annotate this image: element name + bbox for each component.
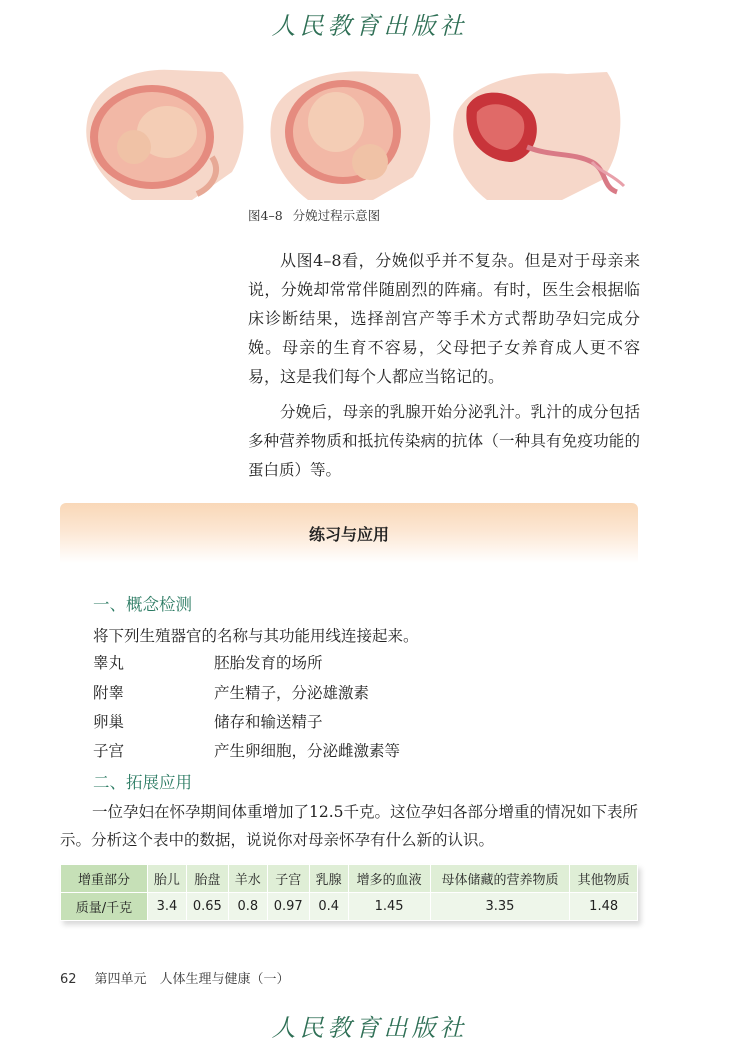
table-column-header: 乳腺 [309, 865, 348, 893]
table-column-header: 增多的血液 [348, 865, 430, 893]
table-cell: 0.8 [228, 893, 267, 921]
weight-gain-table [60, 864, 638, 921]
publisher-logo-top: 人民教育出版社 [271, 12, 468, 40]
table-column-header: 胎儿 [148, 865, 187, 893]
page-footer [60, 968, 290, 987]
table-column-header: 胎盘 [186, 865, 228, 893]
figure-caption [248, 206, 390, 224]
exercise-title: 练习与应用 [308, 525, 389, 544]
concept-check-instruction: 将下列生殖器官的名称与其功能用线连接起来。 [93, 627, 419, 645]
table-cell: 1.45 [348, 893, 430, 921]
function-label: 产生卵细胞，分泌雌激素等 [214, 742, 401, 760]
table-column-header: 羊水 [228, 865, 267, 893]
childbirth-illustration-stage-1 [72, 62, 252, 200]
function-label: 产生精子，分泌雄激素 [214, 684, 370, 702]
table-cell: 0.97 [267, 893, 309, 921]
table-column-header: 子宫 [267, 865, 309, 893]
figure-number: 图4–8 [248, 208, 283, 223]
table-header-row [61, 865, 638, 893]
figure-caption-text: 分娩过程示意图 [292, 208, 381, 223]
table-row [61, 893, 638, 921]
organ-label: 卵巢 [93, 713, 125, 731]
function-label: 胚胎发育的场所 [214, 654, 323, 672]
table-column-header: 其他物质 [570, 865, 638, 893]
table-cell: 1.48 [570, 893, 638, 921]
extended-application-text: 一位孕妇在怀孕期间体重增加了12.5千克。这位孕妇各部分增重的情况如下表所示。分析这个表中的数据，说说你对母亲怀孕有什么新的认识。 [60, 803, 639, 849]
organ-label: 睾丸 [93, 654, 125, 672]
paragraph-lactation: 分娩后，母亲的乳腺开始分泌乳汁。乳汁的成分包括多种营养物质和抵抗传染病的抗体（一种具有免疫功能的蛋白质）等。 [248, 403, 640, 479]
section-heading-extended-application: 二、拓展应用 [93, 773, 192, 792]
childbirth-illustration-stage-3 [442, 62, 632, 200]
table-cell: 3.4 [148, 893, 187, 921]
unit-title: 第四单元 人体生理与健康（一） [94, 972, 290, 987]
function-label: 储存和输送精子 [214, 713, 323, 731]
table-column-header: 母体储藏的营养物质 [430, 865, 570, 893]
table-row-header: 增重部分 [61, 865, 148, 893]
organ-label: 附睾 [93, 684, 125, 702]
publisher-logo-bottom: 人民教育出版社 [271, 1014, 468, 1042]
table-cell: 0.4 [309, 893, 348, 921]
page-number: 62 [60, 972, 77, 987]
organ-label: 子宫 [93, 742, 125, 760]
table-cell: 3.35 [430, 893, 570, 921]
paragraph-childbirth: 从图4–8看，分娩似乎并不复杂。但是对于母亲来说，分娩却常常伴随剧烈的阵痛。有时，医生会根据临床诊断结果，选择剖宫产等手术方式帮助孕妇完成分娩。母亲的生育不容易，父母把子女养育成人更不容易，这是我们每个人都应当铭记的。 [248, 251, 640, 386]
childbirth-illustration-stage-2 [258, 62, 438, 200]
section-heading-concept-check: 一、概念检测 [93, 595, 192, 614]
table-cell: 0.65 [186, 893, 228, 921]
table-row-header: 质量/千克 [61, 893, 148, 921]
